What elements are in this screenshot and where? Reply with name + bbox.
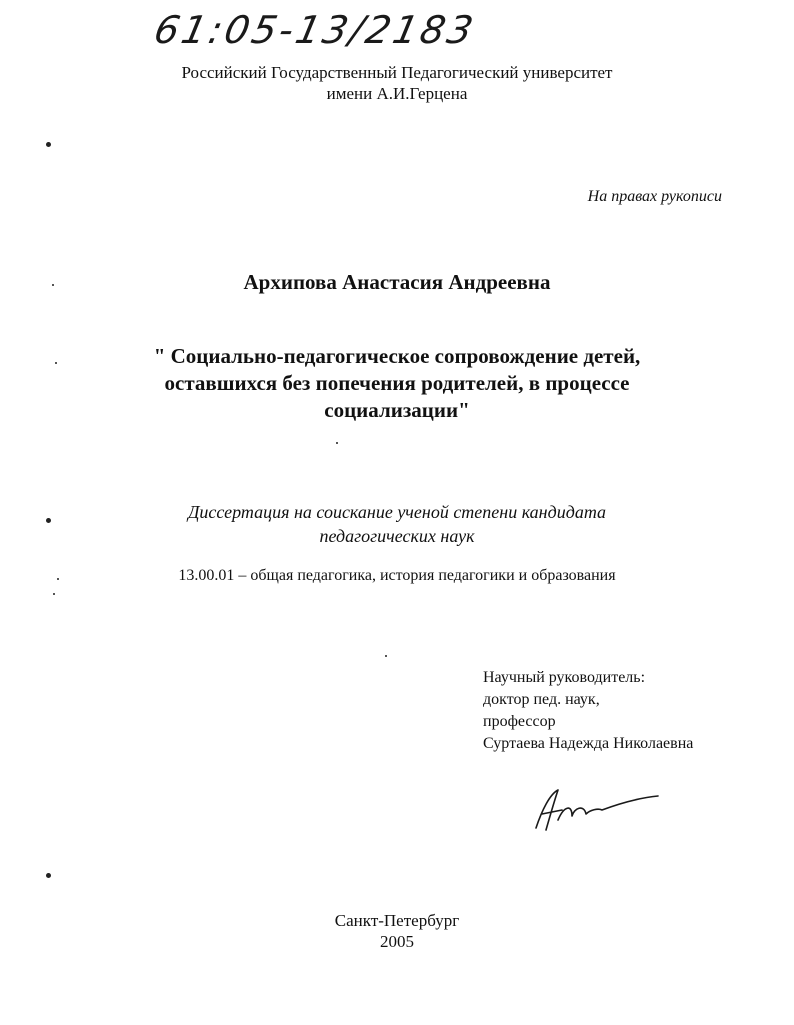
supervisor-rank: профессор (483, 713, 556, 730)
author-name: Архипова Анастасия Андреевна (243, 270, 551, 294)
university-name: Российский Государственный Педагогический университет (181, 63, 613, 82)
specialty-code: 13.00.01 – общая педагогика, история педагогики и образования (178, 567, 616, 584)
city: Санкт-Петербург (334, 911, 460, 930)
university-header (0, 62, 794, 104)
scan-speck (46, 142, 51, 147)
supervisor-degree: доктор пед. наук, (483, 691, 600, 708)
scan-speck (52, 284, 54, 286)
title-line: " Социально-педагогическое сопровождение детей, (153, 344, 641, 368)
supervisor-name: Суртаева Надежда Николаевна (483, 735, 694, 752)
scan-speck (336, 442, 338, 444)
scan-speck (46, 873, 51, 878)
registry-number-handwritten: 61:05-13/2183 (150, 8, 480, 52)
title-line: оставшихся без попечения родителей, в процессе (164, 371, 630, 395)
signature (528, 780, 668, 840)
scan-speck (55, 362, 57, 364)
scan-speck (53, 593, 55, 595)
supervisor-block (483, 667, 693, 755)
year: 2005 (380, 932, 414, 951)
degree-line: Диссертация на соискание ученой степени кандидата (187, 502, 607, 522)
scan-speck (385, 655, 387, 657)
university-named-after: имени А.И.Герцена (326, 84, 468, 103)
supervisor-label: Научный руководитель: (483, 669, 646, 686)
scan-speck (46, 518, 51, 523)
place-and-year (0, 910, 794, 952)
degree-line: педагогических наук (319, 526, 475, 546)
manuscript-rights-note: На правах рукописи (587, 188, 722, 205)
title-line: социализации" (324, 398, 470, 422)
scan-speck (57, 578, 59, 580)
dissertation-title (0, 343, 794, 424)
dissertation-degree (0, 500, 794, 548)
